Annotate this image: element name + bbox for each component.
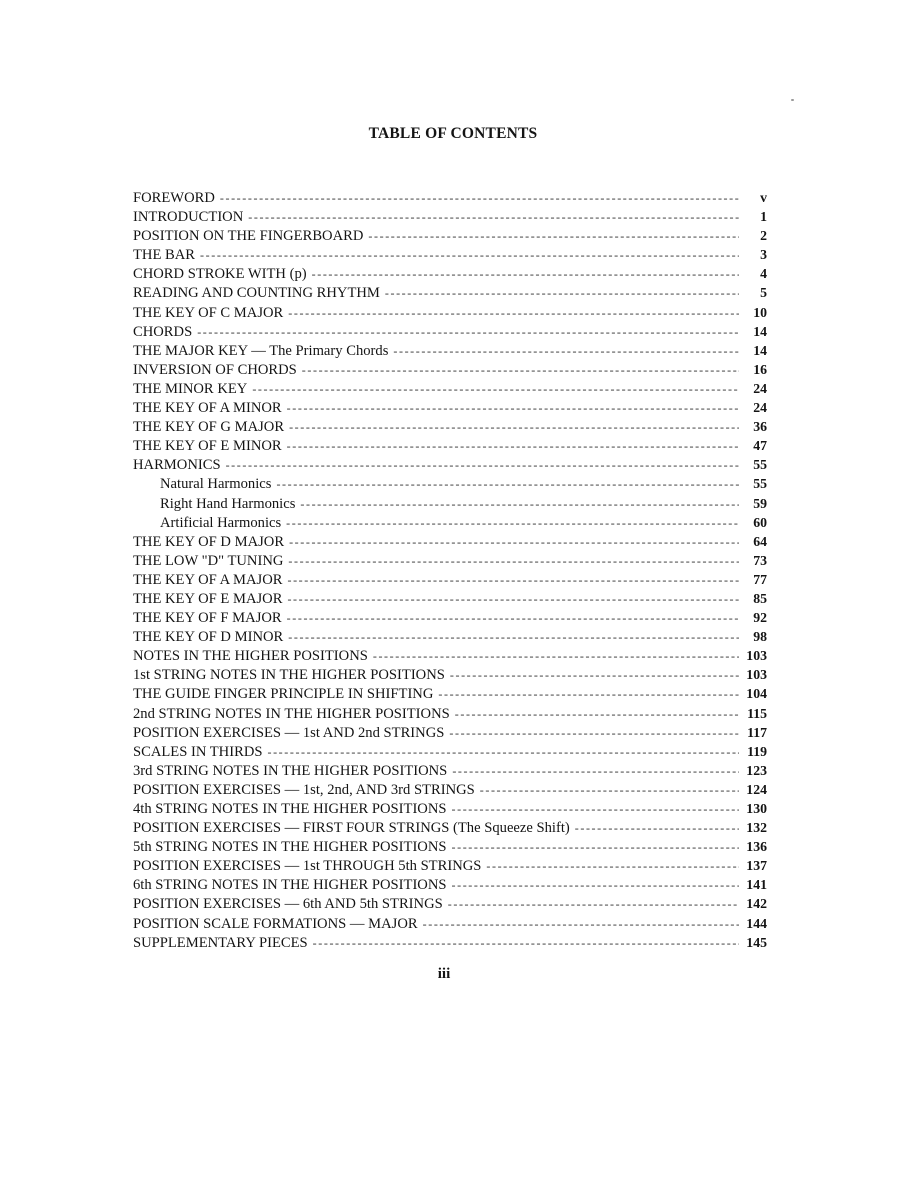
toc-entry[interactable] xyxy=(133,627,767,646)
toc-entry-label: THE KEY OF G MAJOR xyxy=(133,419,285,436)
toc-entry-page-number: 137 xyxy=(746,858,767,874)
toc-entry-page-number: 136 xyxy=(746,839,767,855)
toc-dot-leader xyxy=(289,418,739,437)
toc-dot-leader xyxy=(289,533,739,552)
toc-entry[interactable] xyxy=(133,837,767,856)
toc-entry-page-number: 92 xyxy=(753,610,767,626)
toc-dot-leader xyxy=(287,590,739,609)
toc-entry[interactable] xyxy=(133,704,767,723)
toc-dot-leader xyxy=(452,762,739,781)
toc-dot-leader xyxy=(287,399,739,418)
toc-entry[interactable] xyxy=(133,856,767,875)
toc-entry[interactable] xyxy=(133,914,767,933)
toc-dot-leader xyxy=(455,705,739,724)
toc-entry[interactable] xyxy=(133,589,767,608)
toc-entry-page-number: 103 xyxy=(746,667,767,683)
table-of-contents xyxy=(133,188,767,952)
toc-entry-label: 3rd STRING NOTES IN THE HIGHER POSITIONS xyxy=(133,762,448,779)
toc-entry-label: POSITION SCALE FORMATIONS — MAJOR xyxy=(133,915,418,932)
toc-dot-leader xyxy=(393,342,739,361)
toc-entry[interactable] xyxy=(133,188,767,207)
toc-entry-label: THE KEY OF A MINOR xyxy=(133,400,282,417)
toc-entry-page-number: 145 xyxy=(746,934,767,950)
toc-entry-page-number: 24 xyxy=(753,400,767,416)
toc-entry-page-number: 55 xyxy=(753,476,767,492)
toc-entry[interactable] xyxy=(133,608,767,627)
toc-entry[interactable] xyxy=(133,513,767,532)
toc-entry-page-number: 119 xyxy=(747,743,767,759)
toc-dot-leader xyxy=(287,609,739,628)
toc-entry-label: THE GUIDE FINGER PRINCIPLE IN SHIFTING xyxy=(133,686,434,703)
toc-entry-page-number: 3 xyxy=(760,247,767,263)
toc-entry[interactable] xyxy=(133,532,767,551)
toc-entry-page-number: 60 xyxy=(753,514,767,530)
toc-entry-label: NOTES IN THE HIGHER POSITIONS xyxy=(133,648,368,665)
toc-entry-page-number: 103 xyxy=(746,648,767,664)
toc-entry-page-number: 47 xyxy=(753,438,767,454)
toc-entry-page-number: 115 xyxy=(747,705,767,721)
toc-dot-leader xyxy=(448,895,739,914)
toc-dot-leader xyxy=(286,514,739,533)
toc-entry[interactable] xyxy=(133,226,767,245)
toc-dot-leader xyxy=(373,647,739,666)
toc-entry-label: THE KEY OF D MAJOR xyxy=(133,533,285,550)
toc-dot-leader xyxy=(480,781,739,800)
toc-entry-page-number: 144 xyxy=(746,915,767,931)
toc-entry[interactable] xyxy=(133,665,767,684)
toc-dot-leader xyxy=(313,934,739,953)
toc-entry-label: POSITION EXERCISES — FIRST FOUR STRINGS (The Squeeze Shift) xyxy=(133,820,570,837)
toc-entry[interactable] xyxy=(133,303,767,322)
toc-entry-label: CHORDS xyxy=(133,323,193,340)
toc-entry[interactable] xyxy=(133,494,767,513)
toc-dot-leader xyxy=(276,475,739,494)
toc-dot-leader xyxy=(226,456,739,475)
toc-entry-label: THE BAR xyxy=(133,247,196,264)
toc-entry[interactable] xyxy=(133,761,767,780)
toc-entry[interactable] xyxy=(133,875,767,894)
toc-entry-page-number: 142 xyxy=(746,896,767,912)
toc-entry-label: POSITION ON THE FINGERBOARD xyxy=(133,228,364,245)
toc-dot-leader xyxy=(200,246,739,265)
toc-entry-page-number: 124 xyxy=(746,781,767,797)
toc-entry-page-number: 16 xyxy=(753,361,767,377)
toc-entry-label: THE LOW "D" TUNING xyxy=(133,552,284,569)
toc-entry-label: THE KEY OF A MAJOR xyxy=(133,571,283,588)
toc-dot-leader xyxy=(288,304,739,323)
toc-dot-leader xyxy=(438,685,739,704)
toc-dot-leader xyxy=(287,571,739,590)
toc-entry-page-number: 4 xyxy=(760,266,767,282)
toc-dot-leader xyxy=(575,819,739,838)
toc-entry-page-number: 141 xyxy=(746,877,767,893)
toc-dot-leader xyxy=(267,743,739,762)
toc-entry[interactable] xyxy=(133,684,767,703)
toc-entry-page-number: 132 xyxy=(746,820,767,836)
toc-entry-label: THE MAJOR KEY — The Primary Chords xyxy=(133,342,389,359)
toc-entry-page-number: 10 xyxy=(753,304,767,320)
toc-entry[interactable] xyxy=(133,322,767,341)
toc-entry-label: Right Hand Harmonics xyxy=(160,495,296,512)
toc-entry-page-number: v xyxy=(760,190,767,205)
toc-dot-leader xyxy=(288,552,739,571)
toc-entry-page-number: 64 xyxy=(753,533,767,549)
toc-entry-label: 1st STRING NOTES IN THE HIGHER POSITIONS xyxy=(133,667,445,684)
toc-entry-label: HARMONICS xyxy=(133,457,221,474)
toc-entry-label: THE KEY OF E MAJOR xyxy=(133,590,283,607)
toc-entry-label: POSITION EXERCISES — 1st THROUGH 5th STRINGS xyxy=(133,858,482,875)
toc-entry-page-number: 123 xyxy=(746,762,767,778)
toc-entry[interactable] xyxy=(133,933,767,952)
toc-entry-page-number: 104 xyxy=(746,686,767,702)
toc-entry[interactable] xyxy=(133,646,767,665)
toc-entry-label: INVERSION OF CHORDS xyxy=(133,361,297,378)
toc-entry[interactable] xyxy=(133,341,767,360)
toc-dot-leader xyxy=(252,380,739,399)
page-folio: iii xyxy=(437,966,451,982)
toc-entry-label: FOREWORD xyxy=(133,190,215,206)
toc-entry-label: THE KEY OF C MAJOR xyxy=(133,304,284,321)
toc-dot-leader xyxy=(300,495,739,514)
toc-entry[interactable] xyxy=(133,245,767,264)
toc-entry[interactable] xyxy=(133,436,767,455)
toc-entry-page-number: 14 xyxy=(753,342,767,358)
toc-dot-leader xyxy=(450,666,739,685)
toc-entry-page-number: 2 xyxy=(760,228,767,244)
toc-entry[interactable] xyxy=(133,723,767,742)
toc-dot-leader xyxy=(312,265,739,284)
toc-entry-label: THE KEY OF F MAJOR xyxy=(133,610,282,627)
toc-entry[interactable] xyxy=(133,398,767,417)
toc-entry[interactable] xyxy=(133,894,767,913)
toc-entry-page-number: 77 xyxy=(753,571,767,587)
toc-entry-page-number: 1 xyxy=(760,209,767,225)
toc-dot-leader xyxy=(423,915,739,934)
toc-entry[interactable] xyxy=(133,570,767,589)
toc-entry-label: 6th STRING NOTES IN THE HIGHER POSITIONS xyxy=(133,877,447,894)
toc-entry[interactable] xyxy=(133,780,767,799)
scan-speck xyxy=(791,99,794,101)
toc-entry[interactable] xyxy=(133,283,767,302)
toc-entry-label: INTRODUCTION xyxy=(133,209,244,226)
toc-entry-label: CHORD STROKE WITH (p) xyxy=(133,266,307,283)
toc-entry-label: SUPPLEMENTARY PIECES xyxy=(133,934,308,951)
toc-dot-leader xyxy=(452,838,740,857)
toc-dot-leader xyxy=(486,857,739,876)
toc-entry-page-number: 24 xyxy=(753,380,767,396)
toc-entry-page-number: 59 xyxy=(753,495,767,511)
toc-entry[interactable] xyxy=(133,417,767,436)
toc-entry-label: POSITION EXERCISES — 1st, 2nd, AND 3rd STRINGS xyxy=(133,781,475,798)
toc-entry-label: 5th STRING NOTES IN THE HIGHER POSITIONS xyxy=(133,839,447,856)
toc-entry-page-number: 55 xyxy=(753,457,767,473)
toc-dot-leader xyxy=(452,876,740,895)
page-title: TABLE OF CONTENTS xyxy=(368,125,538,142)
toc-entry[interactable] xyxy=(133,264,767,283)
toc-entry-page-number: 98 xyxy=(753,629,767,645)
toc-entry-page-number: 36 xyxy=(753,419,767,435)
toc-dot-leader xyxy=(452,800,740,819)
toc-entry[interactable] xyxy=(133,551,767,570)
toc-entry-label: THE KEY OF E MINOR xyxy=(133,438,282,455)
toc-dot-leader xyxy=(197,323,739,342)
toc-entry-page-number: 130 xyxy=(746,801,767,816)
toc-dot-leader xyxy=(287,437,739,456)
toc-entry[interactable] xyxy=(133,474,767,493)
toc-entry[interactable] xyxy=(133,818,767,837)
toc-entry-label: Natural Harmonics xyxy=(160,476,272,493)
toc-entry-label: 2nd STRING NOTES IN THE HIGHER POSITIONS xyxy=(133,705,450,722)
toc-entry-label: SCALES IN THIRDS xyxy=(133,743,263,760)
toc-entry-label: POSITION EXERCISES — 6th AND 5th STRINGS xyxy=(133,896,443,913)
toc-dot-leader xyxy=(288,628,739,647)
toc-entry[interactable] xyxy=(133,360,767,379)
toc-entry-label: Artificial Harmonics xyxy=(160,514,282,531)
toc-entry[interactable] xyxy=(133,742,767,761)
toc-entry-page-number: 5 xyxy=(760,285,767,301)
toc-entry-label: THE KEY OF D MINOR xyxy=(133,629,284,646)
toc-dot-leader xyxy=(220,189,739,208)
toc-entry[interactable] xyxy=(133,379,767,398)
toc-dot-leader xyxy=(302,361,739,380)
toc-entry[interactable] xyxy=(133,455,767,474)
toc-dot-leader xyxy=(368,227,739,246)
toc-entry-label: 4th STRING NOTES IN THE HIGHER POSITIONS xyxy=(133,801,447,817)
toc-dot-leader xyxy=(248,208,739,227)
toc-dot-leader xyxy=(449,724,739,743)
toc-entry-label: THE MINOR KEY xyxy=(133,380,248,397)
toc-entry-label: READING AND COUNTING RHYTHM xyxy=(133,285,380,302)
toc-entry-label: POSITION EXERCISES — 1st AND 2nd STRINGS xyxy=(133,724,445,741)
toc-entry-page-number: 117 xyxy=(747,724,767,740)
toc-entry-page-number: 73 xyxy=(753,552,767,568)
toc-entry-page-number: 85 xyxy=(753,590,767,606)
toc-dot-leader xyxy=(385,284,739,303)
toc-entry[interactable] xyxy=(133,799,767,818)
toc-entry[interactable] xyxy=(133,207,767,226)
toc-entry-page-number: 14 xyxy=(753,323,767,339)
